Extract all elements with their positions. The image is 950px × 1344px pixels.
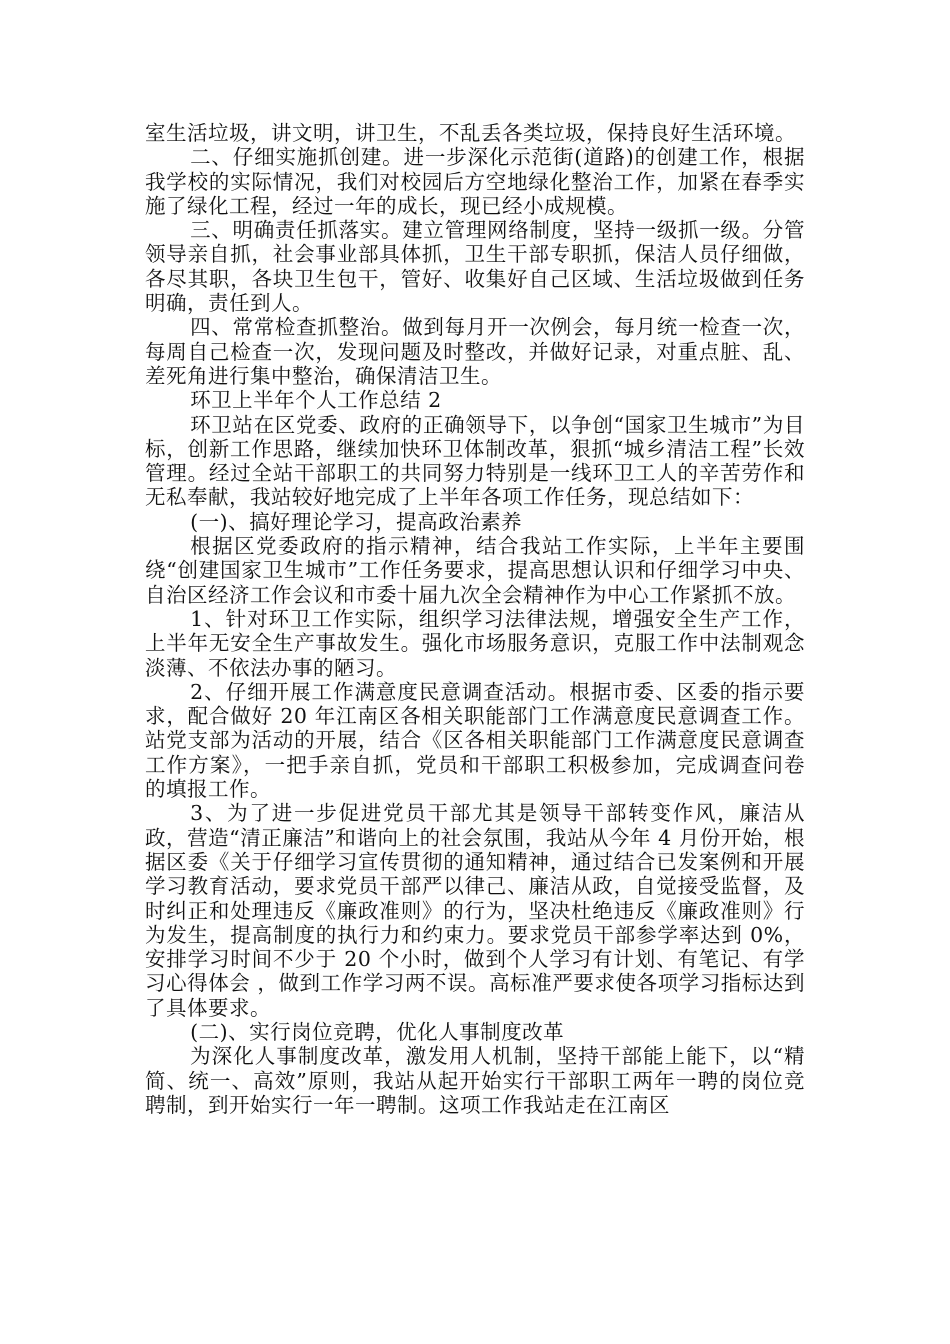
paragraph: 根据区党委政府的指示精神，结合我站工作实际，上半年主要围绕“创建国家卫生城市”工作任务要求，提高思想认识和仔细学习中央、自治区经济工作会议和市委十届九次全会精神作为中心工作紧抓不放。 bbox=[145, 534, 805, 607]
paragraph: 二、仔细实施抓创建。进一步深化示范街(道路)的创建工作，根据我学校的实际情况，我们对校园后方空地绿化整治工作，加紧在春季实施了绿化工程，经过一年的成长，现已经小成规模。 bbox=[145, 145, 805, 218]
paragraph: 三、明确责任抓落实。建立管理网络制度，坚持一级抓一级。分管领导亲自抓，社会事业部具体抓，卫生干部专职抓，保洁人员仔细做，各尽其职，各块卫生包干，管好、收集好自己区域、生活垃圾做到任务明确，责任到人。 bbox=[145, 218, 805, 316]
section-title: 环卫上半年个人工作总结 2 bbox=[190, 388, 442, 413]
paragraph: 环卫站在区党委、政府的正确领导下，以争创“国家卫生城市”为目标，创新工作思路，继续加快环卫体制改革，狠抓“城乡清洁工程”长效管理。经过全站干部职工的共同努力特别是一线环卫工人的辛苦劳作和无私奉献，我站较好地完成了上半年各项工作任务，现总结如下： bbox=[145, 412, 805, 510]
paragraph: 3、为了进一步促进党员干部尤其是领导干部转变作风，廉洁从政，营造“清正廉洁”和谐向上的社会氛围，我站从今年 4 月份开始，根据区委《关于仔细学习宣传贯彻的通知精神，通过结合已发案例和开展学习教育活动，要求党员干部严以律己、廉洁从政，自觉接受监督，及时纠正和处理违反《廉政准则》的行为，坚决杜绝违反《廉政准则》行为发生，提高制度的执行力和约束力。要求党员干部参学率达到 0%，安排学习时间不少于 20 个小时，做到个人学习有计划、有笔记、有学习心得体会 ，做到工作学习两不误。高标准严要求使各项学习指标达到了具体要求。 bbox=[145, 801, 805, 1020]
section-heading: (二)、实行岗位竞聘，优化人事制度改革 bbox=[190, 1019, 565, 1044]
paragraph: 为深化人事制度改革，激发用人机制，坚持干部能上能下，以“精简、统一、高效”原则，我站从起开始实行干部职工两年一聘的岗位竞聘制，到开始实行一年一聘制。这项工作我站走在江南区 bbox=[145, 1044, 805, 1117]
section-heading: (一)、搞好理论学习，提高政治素养 bbox=[190, 509, 523, 534]
paragraph: 室生活垃圾，讲文明，讲卫生，不乱丢各类垃圾，保持良好生活环境。 bbox=[145, 121, 796, 145]
paragraph: 2、仔细开展工作满意度民意调查活动。根据市委、区委的指示要求，配合做好 20 年江南区各相关职能部门工作满意度民意调查工作。站党支部为活动的开展，结合《区各相关职能部门工作满意度民意调查工作方案》，一把手亲自抓，党员和干部职工积极参加，完成调查问卷的填报工作。 bbox=[145, 679, 805, 802]
paragraph: 1、针对环卫工作实际，组织学习法律法规，增强安全生产工作，上半年无安全生产事故发生。强化市场服务意识，克服工作中法制观念淡薄、不依法办事的陋习。 bbox=[145, 606, 805, 680]
document-body bbox=[145, 121, 805, 1117]
paragraph: 四、常常检查抓整治。做到每月开一次例会，每月统一检查一次，每周自己检查一次，发现问题及时整改，并做好记录，对重点脏、乱、差死角进行集中整治，确保清洁卫生。 bbox=[145, 315, 805, 388]
